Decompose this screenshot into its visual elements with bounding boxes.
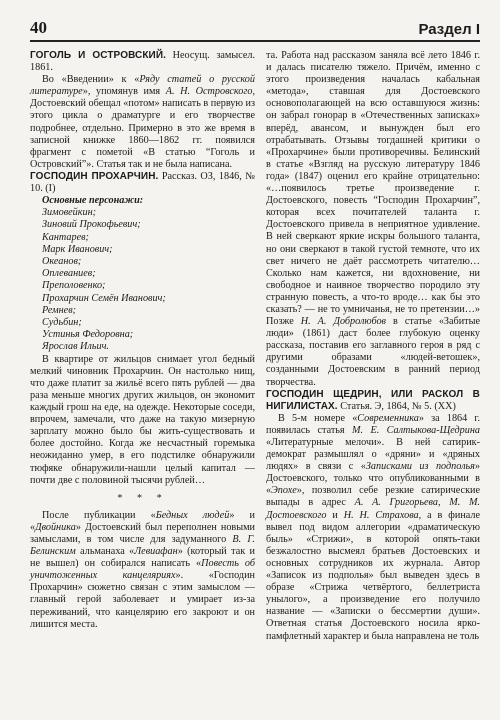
- text-run: », упомянув имя: [82, 86, 166, 98]
- character-item: Океанов;: [42, 256, 82, 268]
- entry-gogol-body: [30, 74, 255, 171]
- entry-prokharchin-continued: [266, 50, 480, 389]
- text-run: А. А. Григорьева, М. М. Достоевского: [266, 497, 480, 521]
- entry-gogol-heading: [30, 50, 255, 74]
- entry-meta: Неосущ. замысел. 1861.: [30, 50, 255, 74]
- character-item: Судьбин;: [42, 317, 82, 329]
- right-column: [266, 50, 480, 643]
- text-run: Повесть об уничтоженных канцеляриях: [30, 558, 256, 582]
- entry-prokharchin-history: [30, 510, 255, 631]
- entry-title: ГОСПОДИН ПРОХАРЧИН.: [30, 170, 159, 182]
- text-run: Эпохе: [271, 485, 297, 497]
- text-run: », позволил себе резкие сатирические выпады в адрес: [266, 485, 480, 509]
- text-run: » (который так и не вышел) он собирался написать «: [30, 546, 255, 570]
- text-run: Во «Введении» к «: [42, 74, 140, 86]
- text-run: » Достоевского, только что опубликованными в «: [266, 461, 480, 497]
- text-run: После публикации «: [42, 509, 156, 521]
- text-run: Левиафан: [134, 546, 178, 558]
- header-rule: [30, 40, 480, 42]
- text-run: М. Е. Салтыкова-Щедрина: [352, 424, 480, 436]
- entry-prokharchin-summary: В квартире от жильцов снимает угол бедный мелкий чиновник Прохарчин. Он настолько нищ, что даже платит за жильё всего пять рублей — два раза меньше многих других жильцов, он экономит каждый грош на еде, на одежде. Некоторые соседи, впрочем, замечали, что даже на такую мизерную зарплату можно было бы жить-существовать и более достойно. Когда же несчастный горемыка неожиданно умер, в его подстилке обнаружили тюфяке обнаружили-нашли целый капитал — почти две с половиной тысячи рублей…: [30, 353, 255, 486]
- text-run: «Литературные мелочи». В ней сатирик-демократ размышлял о «дряни» и «дряных людях» в связи с «: [266, 437, 480, 473]
- characters-heading: Основные персонажи:: [42, 195, 144, 207]
- text-run: , а в финале вывел под видом аллегории «драматическую быль» «Стрижи», в которой опять-таки безжалостно высмеял братьев Достоевских и основных сотрудников их журнала. Автор «Записок из подполья» был выведен здесь в образе «Стрижа четвёртого, беллетриста унылого», а произведение его получило название — «Записки о бессмертии души». Ответная статья Достоевского носила ярко-памфлетный характер и была направлена не толь: [266, 509, 481, 642]
- text-run: Современника: [357, 412, 419, 424]
- entry-title: ГОГОЛЬ И ОСТРОВСКИЙ.: [30, 50, 166, 61]
- text-run: В 5-м номере «: [278, 412, 358, 424]
- characters-list: [30, 207, 255, 353]
- text-run: альманаха «: [75, 546, 135, 558]
- text-run: Записками из подполья: [365, 461, 475, 473]
- character-item: Зиновий Прокофьевич;: [42, 219, 141, 231]
- text-run: ». «Господин Прохарчин» сюжетно связан с этим замыслом — главный герой заболевает и умирает из-за переживаний, что канцелярию его закроют и он лишится места.: [30, 570, 255, 630]
- text-run: В. Г. Белинским: [30, 533, 255, 558]
- character-item: Преполовенко;: [42, 280, 106, 292]
- section-label: Раздел I: [418, 21, 480, 38]
- text-run: Бедных людей: [155, 509, 230, 521]
- entry-shchedrin-body: [266, 413, 480, 643]
- text-run: и: [326, 509, 344, 521]
- character-item: Оплеваниев;: [42, 268, 96, 280]
- entry-meta: Рассказ. ОЗ, 1846, № 10. (I): [30, 170, 255, 195]
- text-run: Двойника: [35, 521, 76, 533]
- page-number: 40: [30, 18, 47, 37]
- text-run: в статье «Забитые люди» (1861) даст более глубокую оценку рассказа, поставив его заглавного героя в ряд с другими образами «людей-ветошек», созданными Достоевским в ранний период творчества.: [266, 316, 480, 388]
- entry-title: ГОСПОДИН ЩЕДРИН, ИЛИ РАСКОЛ В НИГИЛИСТАХ.: [266, 388, 480, 412]
- text-run: , Достоевский обещал «потом» написать в первую из этого цикла о драматурге и его творчестве подробнее, отдельно. Примерно в это же время в записной книжке 1860—1862 гг. появился фрагмент с пометой «В статью “Гоголь и Островский”». Статья так и не была написана.: [30, 86, 256, 170]
- text-run: » за 1864 г. появилась статья: [266, 412, 480, 436]
- character-item: Устинья Федоровна;: [42, 329, 134, 341]
- text-run: Н. Н. Страхова: [343, 509, 419, 521]
- text-run: » и «: [30, 509, 255, 533]
- character-item: Ярослав Ильич.: [42, 341, 109, 353]
- character-item: Зимовейкин;: [42, 207, 97, 219]
- page-header: [30, 12, 480, 38]
- section-separator: * * *: [117, 492, 168, 504]
- text-run: Н. А. Добролюбов: [300, 316, 386, 328]
- character-item: Прохарчин Семён Иванович;: [42, 292, 166, 304]
- entry-shchedrin-heading: [266, 389, 480, 413]
- text-run: А. Н. Островского: [165, 86, 253, 98]
- text-run: » Достоевский был переполнен новыми замыслами, в том числе для задуманного: [30, 521, 255, 545]
- entry-meta: Статья. Э, 1864, № 5. (XX): [337, 400, 456, 412]
- character-item: Ремнев;: [42, 304, 77, 316]
- text-run: Ряду статей о русской литературе: [30, 74, 255, 98]
- character-item: Кантарев;: [42, 231, 89, 243]
- left-column: [30, 50, 255, 631]
- text-run: та. Работа над рассказом заняла всё лето 1846 г. и далась писателю тяжело. Причём, именно с этого произведения началась кабальная «метода», ставшая для Достоевского основополагающей на всю оставшуюся жизнь: он забрал гонорар в «Отечественных записках» вперёд, авансом, и вынужден был его отрабатывать. Отзывы тогдашней критики о «Прохарчине» были противоречивы. Белинский в статье «Взгляд на русскую литературу 1846 года» (1847) оценил его крайне отрицательно: «…появилось третье произведение г. Достоевского, повесть “Господин Прохарчин”, которая всех почитателей таланта г. Достоевского привела в неприятное удивление. В ней сверкают яркие искры большого таланта, но они сверкают в такой густой темноте, что их свет ничего не даёт рассмотреть читателю… Сколько нам кажется, ни вдохновение, ни свободное и наивное творчество породило эту странную повесть, а что-то вроде… как бы это сказать? — не то умничанья, не то претензии…» Позже: [266, 50, 480, 328]
- entry-prokharchin-heading: [30, 171, 255, 195]
- character-item: Марк Иванович;: [42, 243, 113, 255]
